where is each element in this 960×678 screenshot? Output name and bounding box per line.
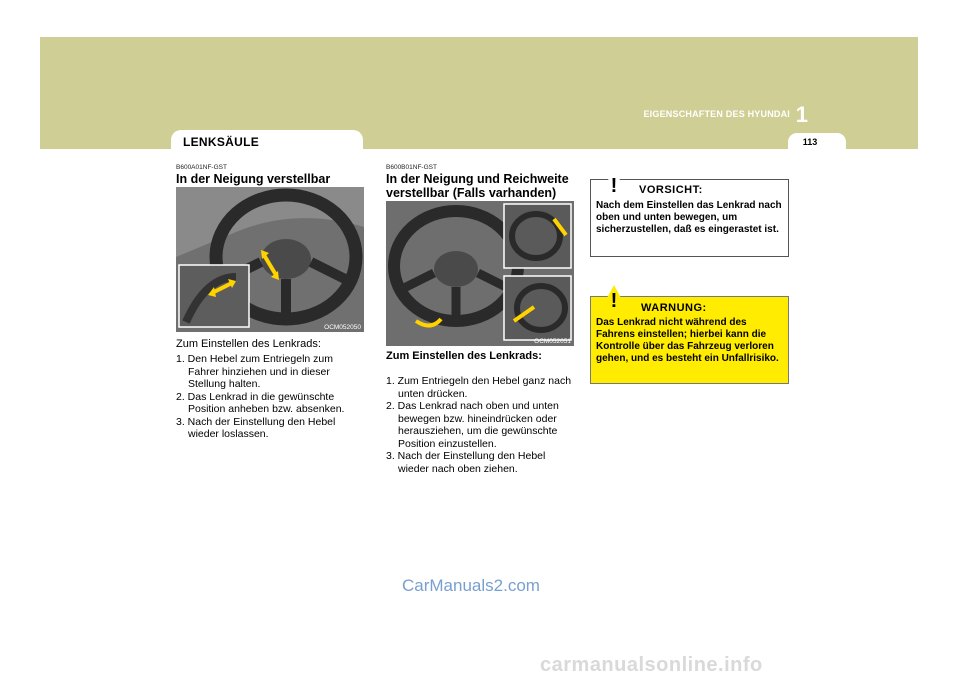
svg-text:!: ! bbox=[610, 290, 618, 311]
steering-wheel-illustration bbox=[386, 201, 574, 346]
steering-wheel-illustration bbox=[176, 187, 364, 332]
steering-wheel-photo bbox=[386, 201, 574, 346]
watermark-bottom: carmanualsonline.info bbox=[540, 654, 763, 676]
warning-box bbox=[590, 290, 789, 384]
image-caption: OCM052051 bbox=[534, 338, 571, 345]
warning-triangle-icon bbox=[599, 283, 629, 311]
instruction-step: 3. Nach der Einstellung den Hebel wieder loslassen. bbox=[176, 415, 336, 440]
caution-text: Nach dem Einstellen das Lenkrad nach oben und unten bewegen, um sicherzustellen, daß es eingerastet ist. bbox=[596, 200, 782, 235]
warning-text: Das Lenkrad nicht während des Fahrens einstellen; hierbei kann die Kontrolle über das Fahrzeug verloren gehen, und es besteht ein Unfallrisiko. bbox=[596, 317, 779, 364]
warning-triangle-icon bbox=[599, 168, 629, 196]
section-heading-line2: verstellbar (Falls varhanden) bbox=[386, 186, 557, 200]
instruction-step: 1. Zum Entriegeln den Hebel ganz nach unten drücken. bbox=[386, 375, 572, 400]
instruction-title: Zum Einstellen des Lenkrads: bbox=[386, 350, 542, 362]
instruction-step: 2. Das Lenkrad in die gewünschte Position anheben bzw. absenken. bbox=[176, 390, 345, 415]
svg-text:!: ! bbox=[610, 175, 618, 196]
caution-title: VORSICHT: bbox=[639, 184, 703, 196]
chapter-title: EIGENSCHAFTEN DES HYUNDAI bbox=[643, 109, 790, 119]
instruction-step: 3. Nach der Einstellung den Hebel wieder nach oben ziehen. bbox=[386, 450, 546, 475]
image-caption: OCM052050 bbox=[324, 324, 361, 331]
page-number: 113 bbox=[802, 137, 818, 147]
section-code: B600A01NF-GST bbox=[176, 164, 227, 171]
warning-title: WARNUNG: bbox=[641, 302, 707, 314]
instruction-list bbox=[386, 375, 574, 475]
section-heading: In der Neigung verstellbar bbox=[176, 172, 331, 186]
instruction-step: 2. Das Lenkrad nach oben und unten bewegen bzw. hineindrücken oder herausziehen, um die gewünschte Position einzustellen. bbox=[386, 400, 559, 450]
section-heading-line1: In der Neigung und Reichweite bbox=[386, 172, 569, 186]
instruction-title: Zum Einstellen des Lenkrads: bbox=[176, 338, 321, 350]
instruction-list bbox=[176, 353, 364, 441]
section-title: LENKSÄULE bbox=[183, 135, 260, 149]
caution-box bbox=[590, 175, 789, 257]
section-code: B600B01NF-GST bbox=[386, 164, 437, 171]
instruction-step: 1. Den Hebel zum Entriegeln zum Fahrer hinziehen und in dieser Stellung halten. bbox=[176, 353, 333, 390]
chapter-number: 1 bbox=[795, 102, 808, 127]
header-band bbox=[40, 37, 918, 149]
watermark-top[interactable]: CarManuals2.com bbox=[402, 576, 540, 595]
steering-wheel-photo bbox=[176, 187, 364, 332]
